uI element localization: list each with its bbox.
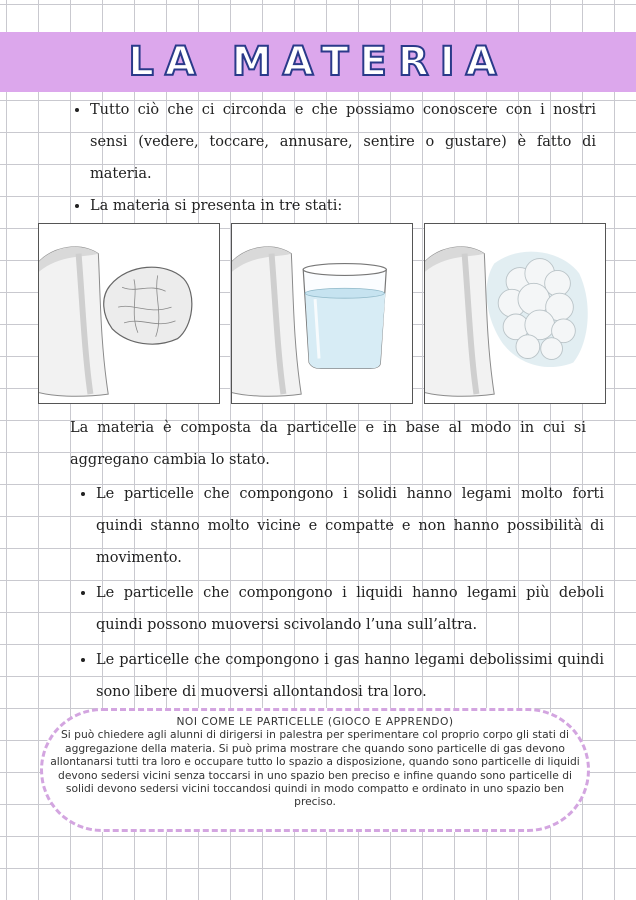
intro-item: • La materia si presenta in tre stati: bbox=[90, 190, 596, 222]
game-activity-box bbox=[40, 708, 590, 832]
liquid-glass-illustration bbox=[231, 223, 413, 404]
particles-item-gas: • Le particelle che compongono i gas hanno legami debolissimi quindi sono libere di muoversi allontandosi tra loro. bbox=[96, 644, 604, 708]
page-title: LA MATERIA bbox=[128, 39, 508, 85]
title-band bbox=[0, 32, 636, 92]
solid-stone-illustration bbox=[38, 223, 220, 404]
intro-item: • Tutto ciò che ci circonda e che possiamo conoscere con i nostri sensi (vedere, toccare, annusare, sentire o gustare) è fatto di materia. bbox=[90, 94, 596, 190]
states-illustrations bbox=[38, 223, 608, 406]
intro-list bbox=[70, 94, 596, 222]
particles-list bbox=[78, 478, 604, 711]
gas-cloud-illustration bbox=[424, 223, 606, 404]
particles-item-solids: • Le particelle che compongono i solidi hanno legami molto forti quindi stanno molto vicine e compatte e non hanno possibilità di movimento. bbox=[96, 478, 604, 574]
game-title: NOI COME LE PARTICELLE (GIOCO E APPRENDO) bbox=[176, 715, 454, 728]
particles-item-liquids: • Le particelle che compongono i liquidi hanno legami più deboli quindi possono muoversi scivolando l’una sull’altra. bbox=[96, 577, 604, 641]
game-text: Si può chiedere agli alunni di dirigersi in palestra per sperimentare col proprio corpo gli stati di aggregazione della materia. Si può prima mostrare che quando sono particelle di gas devono allontanarsi tutti tra loro e occupare tutto lo spazio a disposizione, quando sono particelle di liquidi devono sedersi vicini senza toccarsi in uno spazio ben preciso e infine quando sono particelle di solidi devono sedersi vicini toccandosi quindi in modo compatto e ordinato in uno spazio ben preciso. bbox=[50, 728, 580, 809]
composition-paragraph: La materia è composta da particelle e in base al modo in cui si aggregano cambia lo stato. bbox=[70, 420, 586, 468]
